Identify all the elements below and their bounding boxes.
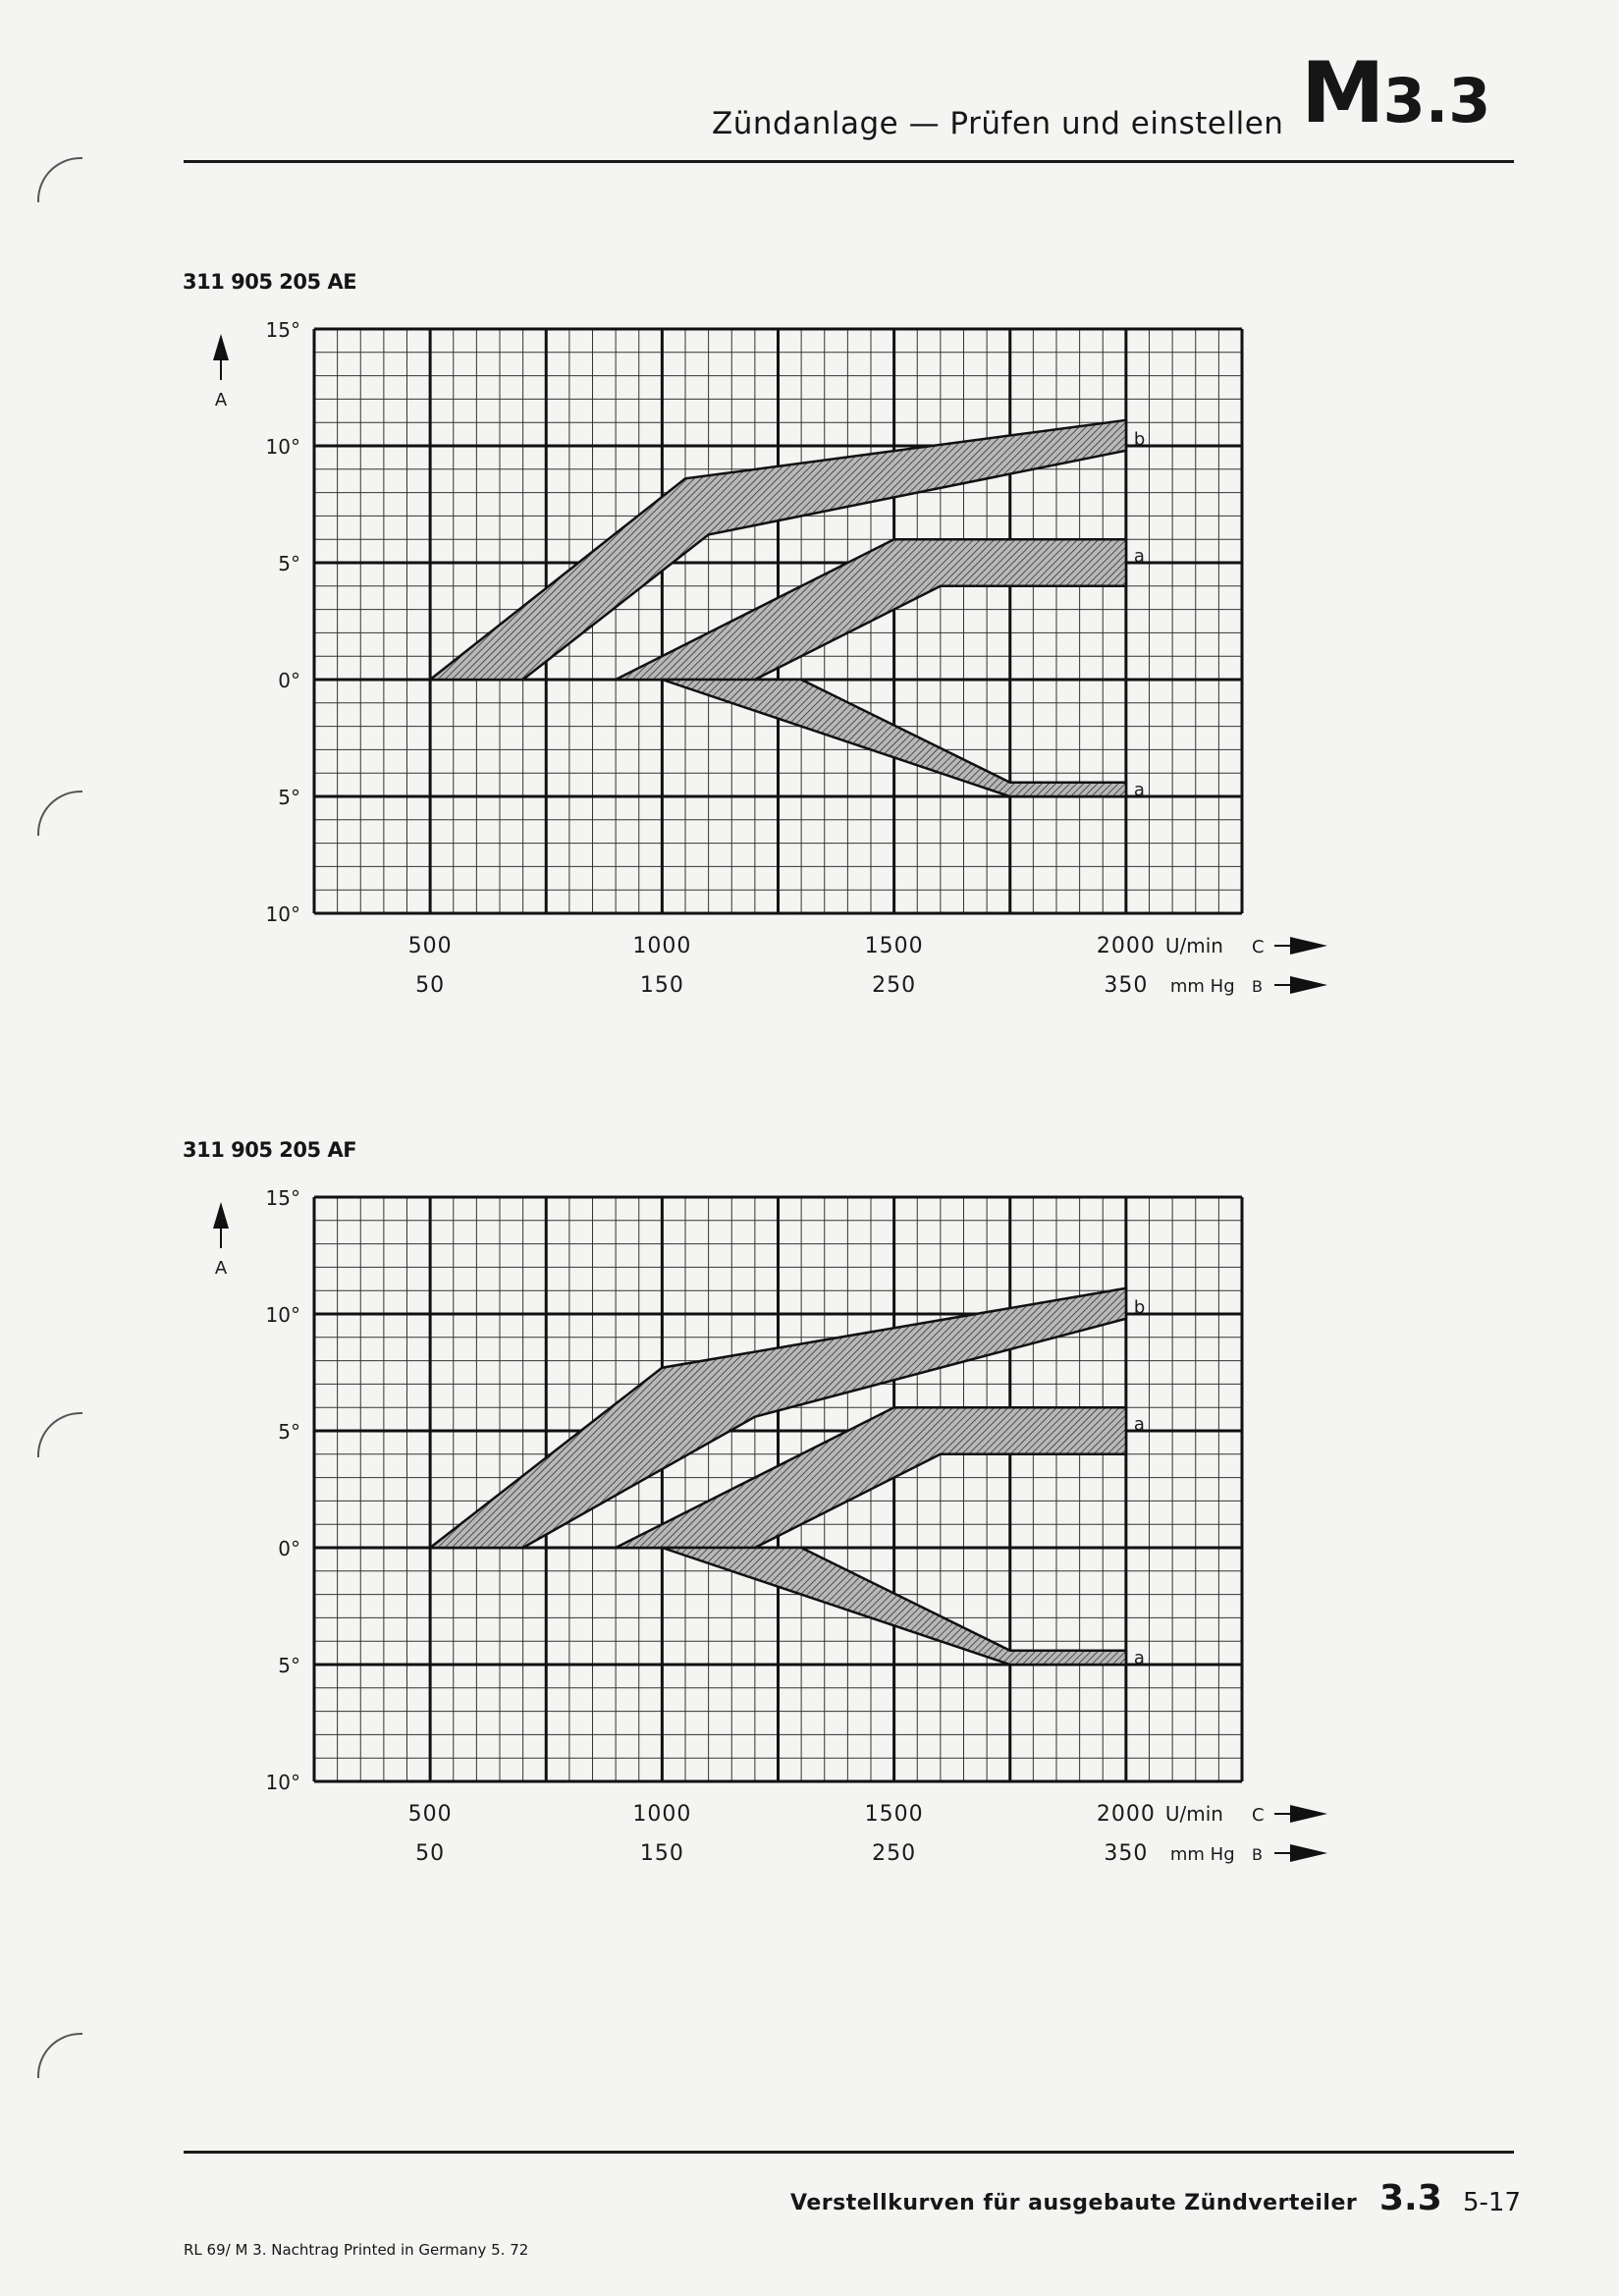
x-unit-rpm: U/min [1164, 934, 1223, 957]
y-tick-label: 5° [278, 1654, 300, 1677]
curve-label: a [1133, 545, 1145, 567]
footer-caption: Verstellkurven für ausgebaute Zündverteiler [790, 2191, 1358, 2215]
x-tick-label-vacuum: 250 [872, 973, 917, 998]
x-unit-vacuum: mm Hg [1169, 1844, 1235, 1865]
x-tick-label-vacuum: 50 [415, 973, 446, 998]
curve-label: a [1133, 1647, 1145, 1668]
y-axis-arrow [213, 334, 229, 360]
x-axis-arrow [1290, 1844, 1327, 1862]
y-tick-label: 10° [265, 902, 300, 926]
curve-label: a [1133, 779, 1145, 800]
x-tick-label-rpm: 500 [407, 1802, 453, 1827]
y-tick-label: 5° [278, 552, 300, 575]
y-tick-label: 5° [278, 786, 300, 809]
y-axis-arrow [213, 1202, 229, 1229]
x-tick-label-rpm: 1500 [864, 934, 924, 958]
x-tick-label-rpm: 500 [407, 934, 453, 958]
x-unit-vacuum: mm Hg [1169, 976, 1235, 997]
y-tick-label: 10° [265, 1771, 300, 1794]
x-tick-label-rpm: 2000 [1096, 934, 1156, 958]
x-tick-label-vacuum: 50 [415, 1841, 446, 1866]
y-tick-label: 15° [265, 318, 300, 342]
x-tick-label-vacuum: 150 [639, 973, 684, 998]
chart-title: 311 905 205 AF [183, 1138, 357, 1162]
axis-c-label: C [1252, 1805, 1265, 1826]
x-tick-label-rpm: 1500 [864, 1802, 924, 1827]
x-unit-rpm: U/min [1164, 1802, 1223, 1826]
section-code-number: 3.3 [1382, 65, 1491, 137]
x-axis-arrow [1290, 937, 1327, 955]
y-tick-label: 5° [278, 1420, 300, 1444]
y-tick-label: 10° [265, 435, 300, 459]
x-tick-label-vacuum: 350 [1104, 973, 1149, 998]
header-rule [184, 160, 1514, 163]
x-tick-label-rpm: 1000 [632, 934, 692, 958]
axis-c-label: C [1252, 937, 1265, 957]
chart-title: 311 905 205 AE [183, 270, 357, 294]
punch-hole-mark [37, 157, 82, 202]
x-tick-label-vacuum: 250 [872, 1841, 917, 1866]
y-tick-label: 0° [278, 1537, 300, 1560]
section-code [1301, 44, 1491, 142]
x-axis-arrow [1290, 976, 1327, 994]
imprint: RL 69/ M 3. Nachtrag Printed in Germany 5. 72 [184, 2241, 529, 2259]
axis-b-label: B [1252, 1845, 1263, 1864]
page-title: Zündanlage — Prüfen und einstellen [712, 106, 1284, 141]
y-tick-label: 15° [265, 1186, 300, 1210]
curve-label: b [1133, 428, 1146, 450]
x-tick-label-rpm: 2000 [1096, 1802, 1156, 1827]
y-tick-label: 10° [265, 1303, 300, 1327]
section-code-letter: M [1301, 44, 1383, 142]
x-tick-label-rpm: 1000 [632, 1802, 692, 1827]
footer-section: 3.3 [1379, 2178, 1442, 2218]
advance-chart-ae [0, 304, 1619, 1070]
x-tick-label-vacuum: 150 [639, 1841, 684, 1866]
footer-page-number: 5-17 [1463, 2188, 1522, 2217]
x-axis-arrow [1290, 1805, 1327, 1823]
y-tick-label: 0° [278, 669, 300, 692]
y-axis-label: A [214, 390, 228, 410]
axis-b-label: B [1252, 977, 1263, 996]
curve-label: b [1133, 1296, 1146, 1318]
advance-chart-af [0, 1173, 1619, 1939]
punch-hole-mark [37, 2033, 82, 2078]
x-tick-label-vacuum: 350 [1104, 1841, 1149, 1866]
y-axis-label: A [214, 1258, 228, 1279]
curve-label: a [1133, 1413, 1145, 1435]
footer-rule [184, 2151, 1514, 2154]
